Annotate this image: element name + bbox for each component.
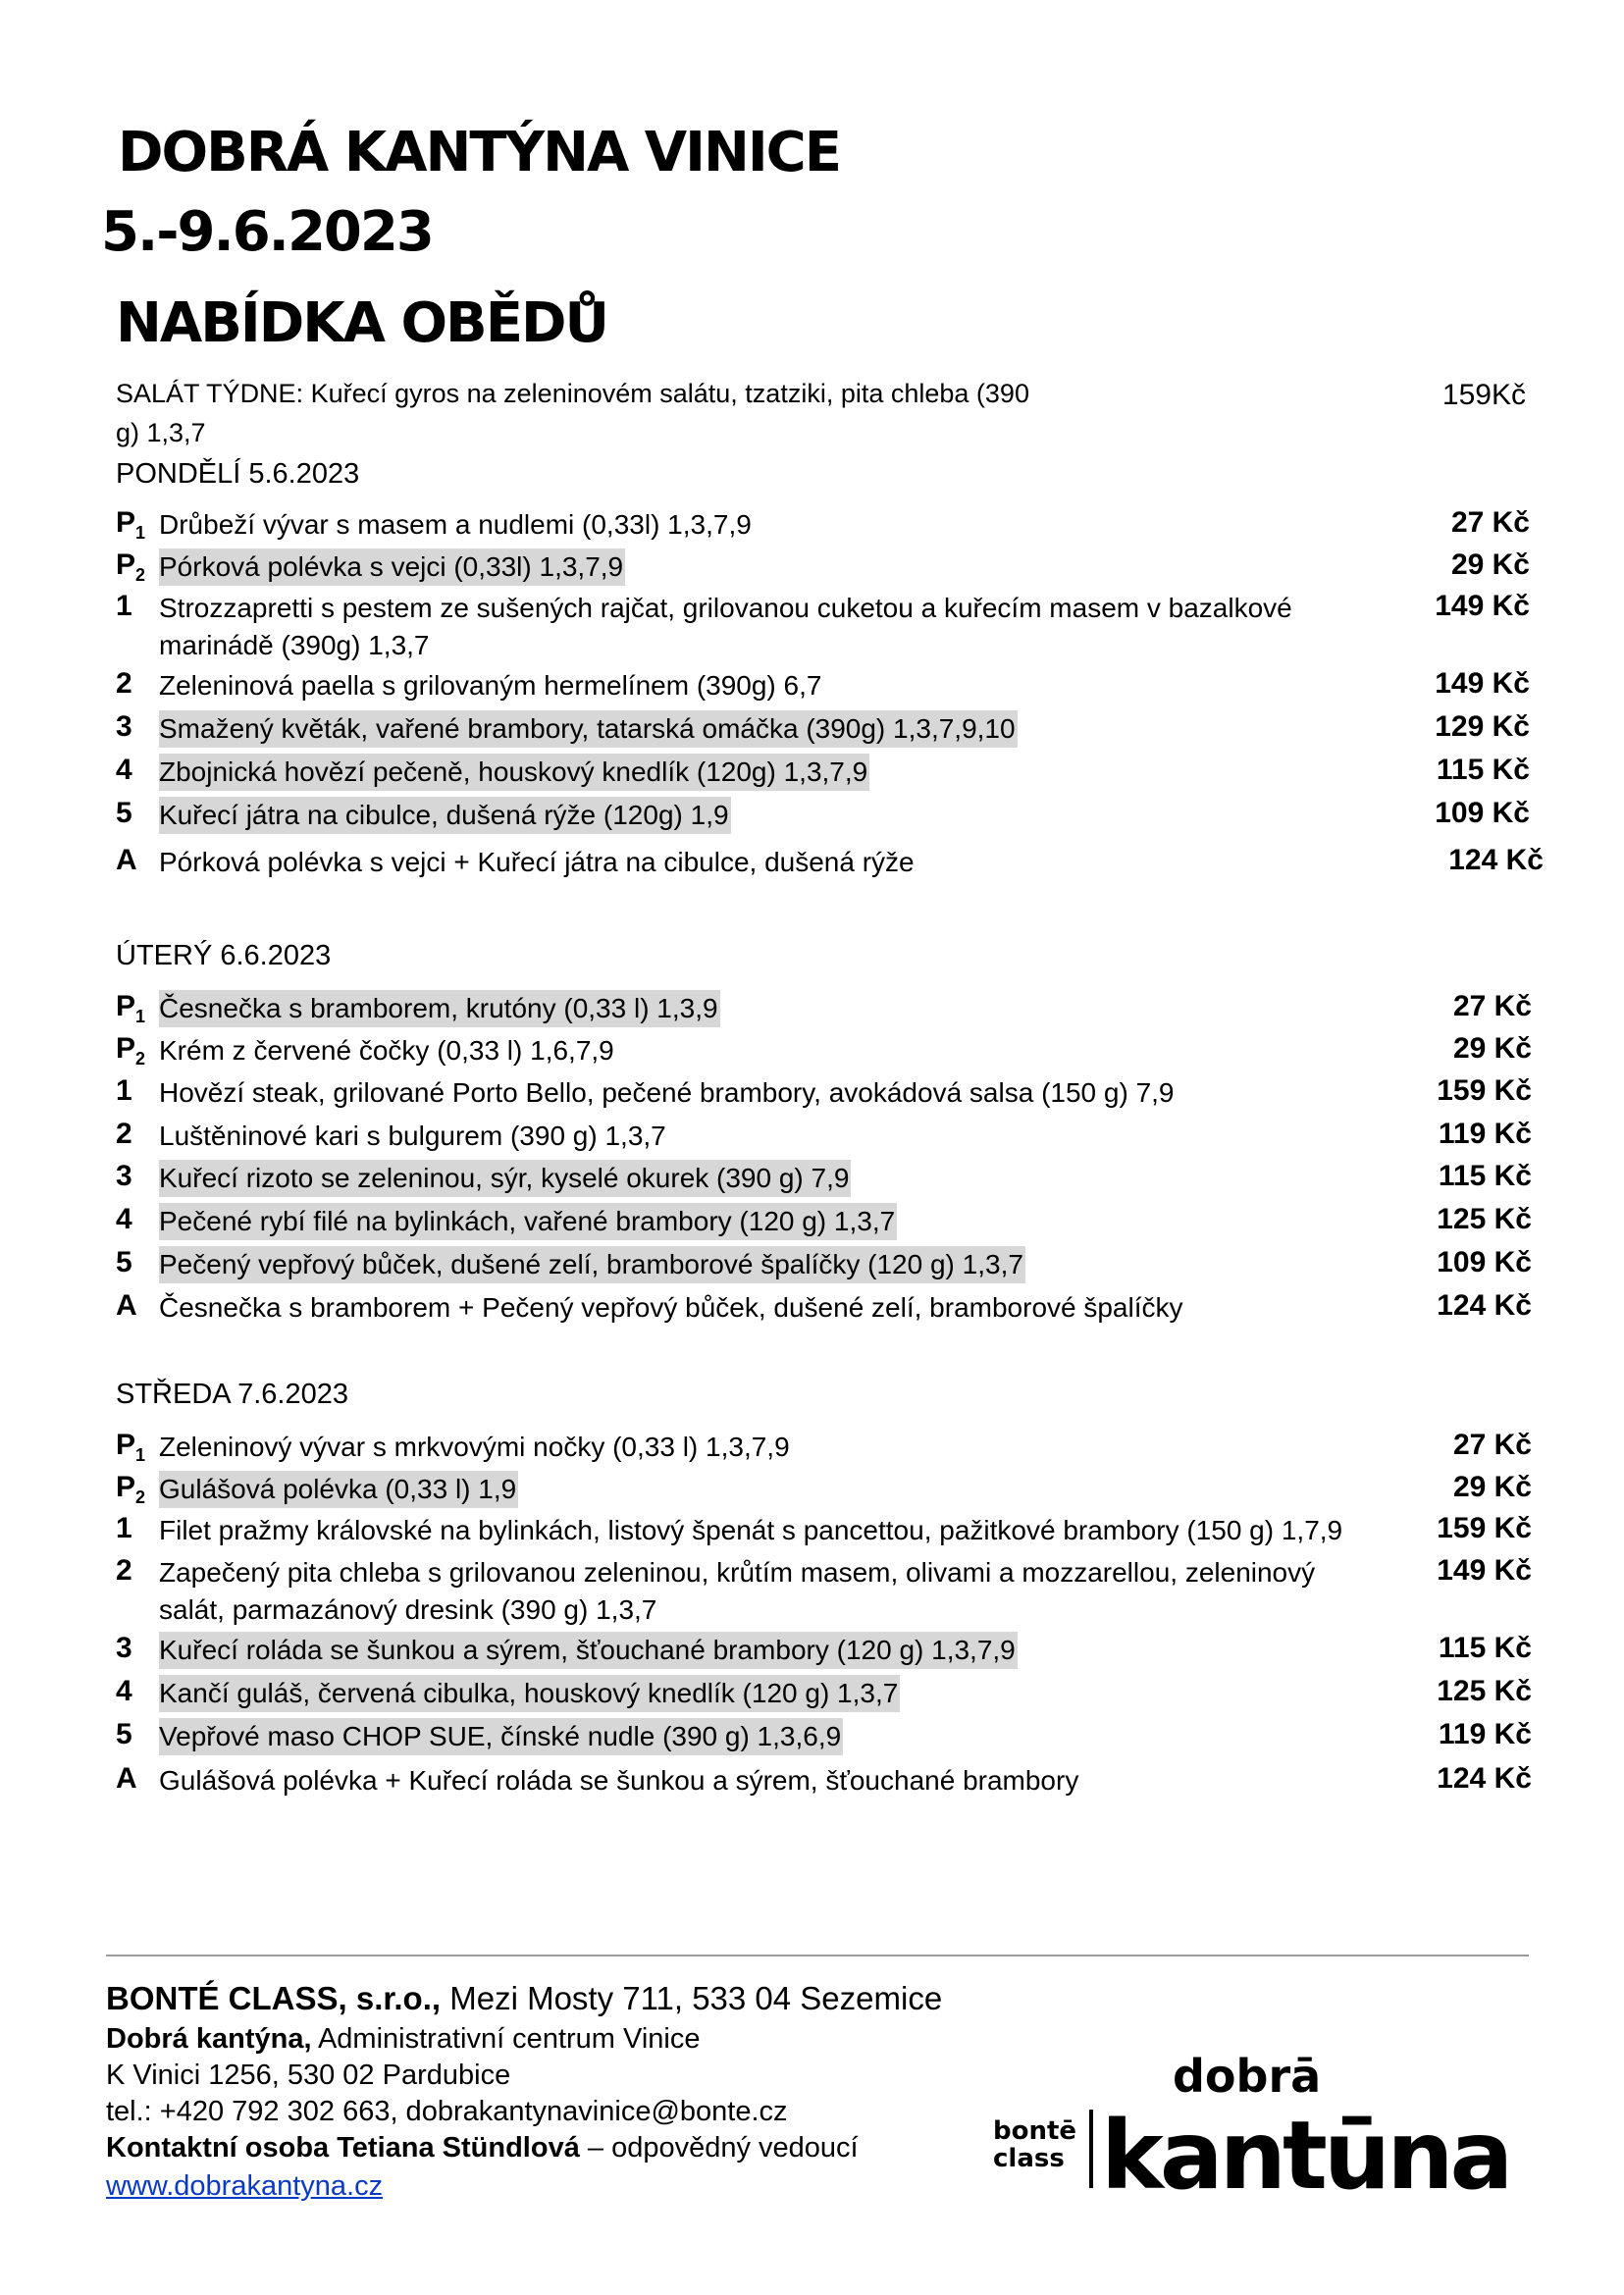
menu-description: Gulášová polévka (0,33 l) 1,9 bbox=[159, 1471, 518, 1508]
menu-row bbox=[0, 1197, 1624, 1236]
menu-price: 29 Kč bbox=[1452, 1032, 1532, 1065]
menu-row bbox=[0, 1423, 1624, 1465]
page-subtitle: NABÍDKA OBĚDŮ bbox=[116, 291, 607, 355]
menu-price: 159 Kč bbox=[1437, 1074, 1532, 1107]
menu-description: Pórková polévka s vejci (0,33l) 1,3,7,9 bbox=[159, 548, 625, 586]
menu-code: $P_2$ bbox=[116, 548, 146, 585]
menu-code: $P_2$ bbox=[116, 1032, 146, 1069]
menu-price: 125 Kč bbox=[1437, 1675, 1532, 1707]
menu-price: 115 Kč bbox=[1438, 1160, 1532, 1192]
svg-text:class: class bbox=[993, 2144, 1065, 2173]
menu-row bbox=[0, 1240, 1624, 1279]
footer-person: Kontaktní osoba Tetiana Stündlová – odpovědný vedoucí bbox=[106, 2132, 859, 2164]
menu-description: Kuřecí roláda se šunkou a sýrem, šťouchané brambory (120 g) 1,3,7,9 bbox=[159, 1632, 1018, 1669]
menu-row bbox=[0, 1069, 1624, 1108]
menu-price: 119 Kč bbox=[1438, 1118, 1532, 1150]
menu-description: Strozzapretti s pestem ze sušených rajčat, grilovanou cuketou a kuřecím masem v bazalkové marinádě (390g) 1,3,7 bbox=[159, 593, 1292, 660]
footer-company: BONTÉ CLASS, s.r.o., Mezi Mosty 711, 533 04 Sezemice bbox=[106, 1980, 943, 2016]
menu-row bbox=[0, 661, 1624, 701]
footer-address: K Vinici 1256, 530 02 Pardubice bbox=[106, 2060, 511, 2091]
menu-code: A bbox=[116, 1762, 137, 1795]
menu-description: Zeleninový vývar s mrkvovými nočky (0,33 l) 1,3,7,9 bbox=[159, 1432, 790, 1462]
menu-code: 2 bbox=[116, 1554, 132, 1587]
menu-row bbox=[0, 984, 1624, 1026]
menu-description: Gulášová polévka + Kuřecí roláda se šunkou a sýrem, šťouchané brambory bbox=[159, 1765, 1079, 1796]
menu-price: 27 Kč bbox=[1450, 506, 1530, 539]
menu-description: Zeleninová paella s grilovaným hermelínem (390g) 6,7 bbox=[159, 670, 822, 701]
menu-price: 119 Kč bbox=[1438, 1718, 1532, 1750]
menu-description: Filet pražmy královské na bylinkách, listový špenát s pancettou, pažitkové brambory (150 g) 1,7,9 bbox=[159, 1515, 1343, 1545]
website-link[interactable]: www.dobrakantyna.cz bbox=[106, 2170, 384, 2202]
menu-row bbox=[0, 791, 1624, 830]
menu-price: 124 Kč bbox=[1448, 844, 1544, 876]
menu-price: 109 Kč bbox=[1437, 1246, 1532, 1278]
menu-row bbox=[0, 838, 1624, 877]
menu-code: $P_2$ bbox=[116, 1471, 146, 1507]
menu-price: 149 Kč bbox=[1435, 590, 1530, 622]
menu-code: 3 bbox=[116, 710, 132, 743]
menu-code: $P_1$ bbox=[116, 1429, 146, 1465]
menu-description: Česnečka s bramborem + Pečený vepřový bůček, dušené zelí, bramborové špalíčky bbox=[159, 1292, 1183, 1323]
menu-price: 125 Kč bbox=[1437, 1203, 1532, 1235]
menu-row bbox=[0, 543, 1624, 585]
weekly-salad-line2: g) 1,3,7 bbox=[116, 418, 206, 447]
menu-price: 124 Kč bbox=[1437, 1289, 1532, 1322]
menu-code: 1 bbox=[116, 1074, 132, 1107]
menu-price: 149 Kč bbox=[1437, 1554, 1532, 1587]
menu-row bbox=[0, 1112, 1624, 1151]
menu-code: A bbox=[116, 844, 137, 876]
menu-row bbox=[0, 1626, 1624, 1665]
menu-row bbox=[0, 1712, 1624, 1751]
menu-row bbox=[0, 584, 1624, 662]
menu-code: 3 bbox=[116, 1632, 132, 1664]
menu-row bbox=[0, 704, 1624, 744]
day-heading-tuesday: ÚTERÝ 6.6.2023 bbox=[116, 940, 332, 971]
menu-description: Vepřové maso CHOP SUE, čínské nudle (390 g) 1,3,6,9 bbox=[159, 1718, 843, 1755]
menu-row bbox=[0, 1669, 1624, 1708]
menu-row bbox=[0, 1756, 1624, 1796]
menu-price: 29 Kč bbox=[1450, 548, 1530, 581]
menu-description: Kančí guláš, červená cibulka, houskový knedlík (120 g) 1,3,7 bbox=[159, 1675, 900, 1712]
menu-price: 115 Kč bbox=[1438, 1632, 1532, 1664]
menu-price: 149 Kč bbox=[1435, 667, 1530, 700]
menu-description: Česnečka s bramborem, krutóny (0,33 l) 1,3,9 bbox=[159, 990, 720, 1027]
menu-price: 115 Kč bbox=[1436, 754, 1530, 786]
menu-code: 4 bbox=[116, 1203, 132, 1235]
menu-row bbox=[0, 1283, 1624, 1323]
menu-row bbox=[0, 1154, 1624, 1193]
menu-description: Luštěninové kari s bulgurem (390 g) 1,3,7 bbox=[159, 1121, 666, 1151]
menu-description: Zapečený pita chleba s grilovanou zeleninou, krůtím masem, olivami a mozzarellou, zeleninový salát, parmazánový dresink (390 g) 1,3,7 bbox=[159, 1557, 1316, 1625]
menu-description: Krém z červené čočky (0,33 l) 1,6,7,9 bbox=[159, 1035, 614, 1066]
page-title: DOBRÁ KANTÝNA VINICE bbox=[118, 121, 841, 184]
menu-code: 2 bbox=[116, 1118, 132, 1150]
menu-description: Drůbeží vývar s masem a nudlemi (0,33l) 1,3,7,9 bbox=[159, 509, 752, 540]
menu-row bbox=[0, 1026, 1624, 1069]
menu-row bbox=[0, 1506, 1624, 1545]
menu-price: 124 Kč bbox=[1437, 1762, 1532, 1795]
day-heading-monday: PONDĚLÍ 5.6.2023 bbox=[116, 458, 360, 490]
menu-description: Kuřecí játra na cibulce, dušená rýže (120g) 1,9 bbox=[159, 797, 731, 834]
menu-price: 159 Kč bbox=[1437, 1512, 1532, 1544]
menu-price: 27 Kč bbox=[1452, 990, 1532, 1022]
menu-price: 109 Kč bbox=[1435, 797, 1530, 829]
menu-description: Pórková polévka s vejci + Kuřecí játra na cibulce, dušená rýže bbox=[159, 847, 915, 877]
menu-code: 4 bbox=[116, 754, 132, 786]
menu-description: Pečené rybí filé na bylinkách, vařené brambory (120 g) 1,3,7 bbox=[159, 1203, 897, 1240]
date-range: 5.-9.6.2023 bbox=[101, 200, 433, 264]
menu-code: 4 bbox=[116, 1675, 132, 1707]
footer-divider bbox=[106, 1955, 1529, 1956]
menu-code: $P_1$ bbox=[116, 990, 146, 1026]
menu-row bbox=[0, 500, 1624, 543]
menu-code: 5 bbox=[116, 797, 132, 829]
menu-description: Hovězí steak, grilované Porto Bello, pečené brambory, avokádová salsa (150 g) 7,9 bbox=[159, 1077, 1175, 1108]
menu-row bbox=[0, 1548, 1624, 1627]
weekly-salad-line1: SALÁT TÝDNE: Kuřecí gyros na zeleninovém salátu, tzatziki, pita chleba (390 bbox=[116, 379, 1029, 408]
menu-row bbox=[0, 748, 1624, 787]
menu-code: $P_1$ bbox=[116, 506, 146, 543]
menu-price: 129 Kč bbox=[1435, 710, 1530, 743]
dobra-kantyna-logo bbox=[991, 2041, 1521, 2208]
menu-code: 3 bbox=[116, 1160, 132, 1192]
menu-code: 1 bbox=[116, 1512, 132, 1544]
menu-description: Zbojnická hovězí pečeně, houskový knedlík (120g) 1,3,7,9 bbox=[159, 754, 869, 791]
weekly-salad-price: 159Kč bbox=[1441, 379, 1526, 411]
menu-row bbox=[0, 1465, 1624, 1507]
menu-code: 5 bbox=[116, 1718, 132, 1750]
footer-contact: tel.: +420 792 302 663, dobrakantynavinice@bonte.cz bbox=[106, 2096, 788, 2127]
menu-price: 29 Kč bbox=[1452, 1471, 1532, 1503]
svg-text:kantūna: kantūna bbox=[1101, 2101, 1510, 2208]
menu-description: Smažený květák, vařené brambory, tatarská omáčka (390g) 1,3,7,9,10 bbox=[159, 710, 1018, 748]
menu-price: 27 Kč bbox=[1452, 1429, 1532, 1461]
svg-text:dobrā: dobrā bbox=[1173, 2050, 1322, 2103]
menu-description: Pečený vepřový bůček, dušené zelí, bramborové špalíčky (120 g) 1,3,7 bbox=[159, 1246, 1025, 1283]
menu-code: 5 bbox=[116, 1246, 132, 1278]
day-heading-wednesday: STŘEDA 7.6.2023 bbox=[116, 1379, 348, 1410]
menu-description: Kuřecí rizoto se zeleninou, sýr, kyselé okurek (390 g) 7,9 bbox=[159, 1160, 851, 1197]
menu-code: 1 bbox=[116, 590, 132, 622]
svg-text:bontē: bontē bbox=[993, 2116, 1077, 2146]
menu-code: A bbox=[116, 1289, 137, 1322]
menu-code: 2 bbox=[116, 667, 132, 700]
footer-kantyna: Dobrá kantýna, Administrativní centrum Vinice bbox=[106, 2023, 701, 2055]
